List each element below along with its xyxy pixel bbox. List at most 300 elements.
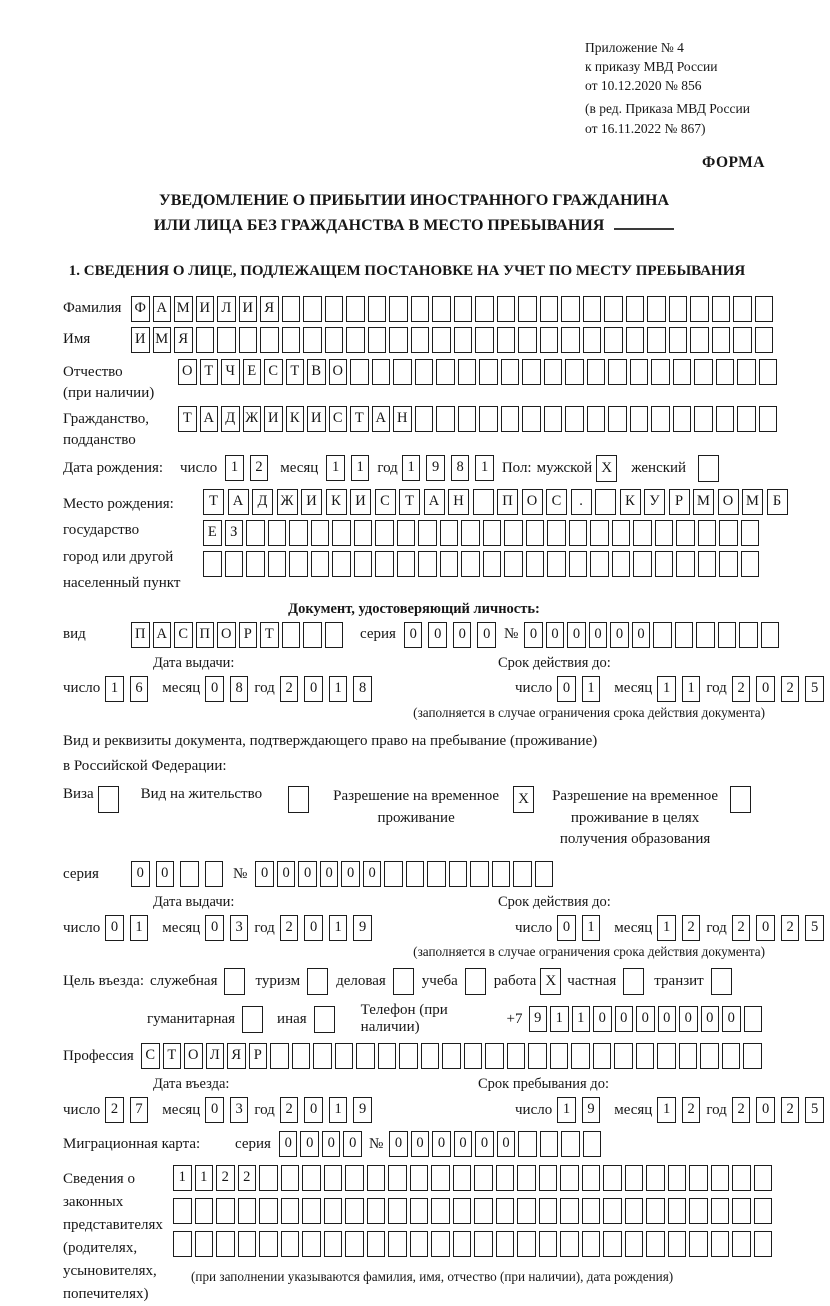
char-cell[interactable]: Я xyxy=(227,1043,246,1069)
char-cell[interactable] xyxy=(689,1231,708,1257)
char-cell[interactable] xyxy=(388,1198,407,1224)
char-cell[interactable] xyxy=(547,520,566,546)
char-cell[interactable] xyxy=(335,1043,354,1069)
char-cell[interactable]: 0 xyxy=(389,1131,408,1157)
visa-checkbox[interactable] xyxy=(98,786,119,813)
char-cell[interactable] xyxy=(646,1198,665,1224)
char-cell[interactable] xyxy=(526,520,545,546)
char-cell[interactable]: 1 xyxy=(329,1097,348,1123)
char-cell[interactable]: Д xyxy=(252,489,273,515)
char-cell[interactable] xyxy=(504,551,523,577)
char-cell[interactable] xyxy=(741,520,760,546)
char-cell[interactable]: Я xyxy=(174,327,193,353)
char-cell[interactable] xyxy=(507,1043,526,1069)
char-cell[interactable]: 1 xyxy=(550,1006,569,1032)
char-cell[interactable] xyxy=(612,520,631,546)
char-cell[interactable] xyxy=(694,359,713,385)
char-cell[interactable] xyxy=(289,551,308,577)
purpose-tourism-checkbox[interactable] xyxy=(307,968,328,995)
char-cell[interactable] xyxy=(517,1231,536,1257)
char-cell[interactable] xyxy=(378,1043,397,1069)
char-cell[interactable] xyxy=(569,520,588,546)
char-cell[interactable] xyxy=(653,622,672,648)
char-cell[interactable] xyxy=(411,327,430,353)
char-cell[interactable]: Л xyxy=(206,1043,225,1069)
char-cell[interactable]: К xyxy=(286,406,305,432)
char-cell[interactable] xyxy=(718,622,737,648)
char-cell[interactable] xyxy=(313,1043,332,1069)
char-cell[interactable]: Д xyxy=(221,406,240,432)
char-cell[interactable] xyxy=(593,1043,612,1069)
char-cell[interactable] xyxy=(603,1231,622,1257)
char-cell[interactable] xyxy=(689,1198,708,1224)
char-cell[interactable] xyxy=(474,1231,493,1257)
char-cell[interactable]: И xyxy=(301,489,322,515)
char-cell[interactable]: А xyxy=(153,296,172,322)
char-cell[interactable] xyxy=(311,520,330,546)
char-cell[interactable] xyxy=(354,520,373,546)
char-cell[interactable] xyxy=(388,1165,407,1191)
char-cell[interactable] xyxy=(289,520,308,546)
char-cell[interactable] xyxy=(453,1231,472,1257)
char-cell[interactable] xyxy=(535,861,554,887)
char-cell[interactable]: И xyxy=(196,296,215,322)
char-cell[interactable] xyxy=(350,359,369,385)
char-cell[interactable] xyxy=(676,520,695,546)
char-cell[interactable] xyxy=(539,1231,558,1257)
char-cell[interactable] xyxy=(633,551,652,577)
char-cell[interactable] xyxy=(608,406,627,432)
char-cell[interactable]: 0 xyxy=(341,861,360,887)
char-cell[interactable]: И xyxy=(350,489,371,515)
char-cell[interactable] xyxy=(173,1231,192,1257)
char-cell[interactable]: 2 xyxy=(105,1097,124,1123)
char-cell[interactable]: П xyxy=(196,622,215,648)
char-cell[interactable]: 8 xyxy=(353,676,372,702)
char-cell[interactable] xyxy=(216,1198,235,1224)
char-cell[interactable] xyxy=(547,551,566,577)
char-cell[interactable] xyxy=(180,861,199,887)
char-cell[interactable]: 2 xyxy=(732,1097,751,1123)
char-cell[interactable] xyxy=(651,359,670,385)
char-cell[interactable] xyxy=(436,359,455,385)
char-cell[interactable] xyxy=(754,1231,773,1257)
char-cell[interactable]: 2 xyxy=(280,915,299,941)
char-cell[interactable] xyxy=(561,327,580,353)
char-cell[interactable] xyxy=(540,296,559,322)
char-cell[interactable] xyxy=(544,406,563,432)
char-cell[interactable] xyxy=(483,551,502,577)
char-cell[interactable] xyxy=(203,551,222,577)
char-cell[interactable]: 6 xyxy=(130,676,149,702)
char-cell[interactable] xyxy=(560,1231,579,1257)
char-cell[interactable] xyxy=(239,327,258,353)
char-cell[interactable] xyxy=(675,622,694,648)
char-cell[interactable]: С xyxy=(141,1043,160,1069)
char-cell[interactable] xyxy=(464,1043,483,1069)
char-cell[interactable]: 0 xyxy=(343,1131,362,1157)
char-cell[interactable]: 0 xyxy=(277,861,296,887)
char-cell[interactable] xyxy=(595,489,616,515)
char-cell[interactable]: К xyxy=(326,489,347,515)
char-cell[interactable] xyxy=(356,1043,375,1069)
char-cell[interactable]: 0 xyxy=(298,861,317,887)
char-cell[interactable]: Ф xyxy=(131,296,150,322)
char-cell[interactable]: С xyxy=(546,489,567,515)
char-cell[interactable] xyxy=(698,551,717,577)
char-cell[interactable] xyxy=(540,1131,559,1157)
char-cell[interactable] xyxy=(216,1231,235,1257)
char-cell[interactable]: 1 xyxy=(582,915,601,941)
char-cell[interactable]: 0 xyxy=(105,915,124,941)
char-cell[interactable] xyxy=(518,327,537,353)
char-cell[interactable] xyxy=(741,551,760,577)
char-cell[interactable] xyxy=(711,1198,730,1224)
char-cell[interactable] xyxy=(522,406,541,432)
char-cell[interactable] xyxy=(389,327,408,353)
char-cell[interactable] xyxy=(612,551,631,577)
char-cell[interactable]: 5 xyxy=(805,915,824,941)
char-cell[interactable] xyxy=(626,296,645,322)
char-cell[interactable] xyxy=(410,1231,429,1257)
char-cell[interactable]: 1 xyxy=(657,915,676,941)
char-cell[interactable]: Е xyxy=(203,520,222,546)
char-cell[interactable]: 0 xyxy=(557,676,576,702)
char-cell[interactable]: О xyxy=(178,359,197,385)
char-cell[interactable]: 0 xyxy=(320,861,339,887)
char-cell[interactable] xyxy=(268,551,287,577)
char-cell[interactable]: Т xyxy=(399,489,420,515)
char-cell[interactable] xyxy=(517,1198,536,1224)
char-cell[interactable] xyxy=(625,1165,644,1191)
char-cell[interactable] xyxy=(501,359,520,385)
char-cell[interactable] xyxy=(539,1198,558,1224)
char-cell[interactable] xyxy=(696,622,715,648)
char-cell[interactable] xyxy=(569,551,588,577)
char-cell[interactable] xyxy=(453,1198,472,1224)
char-cell[interactable]: . xyxy=(571,489,592,515)
char-cell[interactable] xyxy=(583,327,602,353)
char-cell[interactable]: А xyxy=(228,489,249,515)
char-cell[interactable]: Т xyxy=(350,406,369,432)
char-cell[interactable] xyxy=(733,327,752,353)
char-cell[interactable] xyxy=(676,551,695,577)
char-cell[interactable]: И xyxy=(307,406,326,432)
char-cell[interactable]: Ч xyxy=(221,359,240,385)
edu-permit-checkbox[interactable] xyxy=(730,786,751,813)
char-cell[interactable] xyxy=(238,1231,257,1257)
char-cell[interactable]: Т xyxy=(260,622,279,648)
char-cell[interactable]: 8 xyxy=(451,455,470,481)
char-cell[interactable] xyxy=(195,1231,214,1257)
char-cell[interactable]: 0 xyxy=(497,1131,516,1157)
char-cell[interactable] xyxy=(496,1165,515,1191)
char-cell[interactable]: Р xyxy=(239,622,258,648)
char-cell[interactable] xyxy=(689,1165,708,1191)
char-cell[interactable]: Ж xyxy=(243,406,262,432)
char-cell[interactable] xyxy=(759,359,778,385)
purpose-private-checkbox[interactable] xyxy=(623,968,644,995)
char-cell[interactable]: 5 xyxy=(805,676,824,702)
char-cell[interactable] xyxy=(474,1165,493,1191)
char-cell[interactable] xyxy=(646,1231,665,1257)
sex-male-checkbox[interactable]: X xyxy=(596,455,617,482)
char-cell[interactable] xyxy=(737,406,756,432)
char-cell[interactable] xyxy=(669,327,688,353)
char-cell[interactable] xyxy=(485,1043,504,1069)
purpose-humanitarian-checkbox[interactable] xyxy=(242,1006,263,1033)
char-cell[interactable]: О xyxy=(718,489,739,515)
char-cell[interactable] xyxy=(732,1165,751,1191)
char-cell[interactable] xyxy=(475,296,494,322)
char-cell[interactable]: 0 xyxy=(205,915,224,941)
char-cell[interactable]: Т xyxy=(178,406,197,432)
char-cell[interactable] xyxy=(411,296,430,322)
char-cell[interactable] xyxy=(217,327,236,353)
char-cell[interactable] xyxy=(646,1165,665,1191)
char-cell[interactable]: 0 xyxy=(411,1131,430,1157)
char-cell[interactable] xyxy=(744,1006,763,1032)
char-cell[interactable] xyxy=(587,406,606,432)
char-cell[interactable] xyxy=(458,359,477,385)
char-cell[interactable]: 0 xyxy=(453,622,472,648)
char-cell[interactable]: Р xyxy=(669,489,690,515)
char-cell[interactable] xyxy=(196,327,215,353)
char-cell[interactable] xyxy=(479,359,498,385)
char-cell[interactable]: 0 xyxy=(304,1097,323,1123)
char-cell[interactable] xyxy=(614,1043,633,1069)
purpose-business-checkbox[interactable] xyxy=(393,968,414,995)
char-cell[interactable] xyxy=(743,1043,762,1069)
char-cell[interactable]: И xyxy=(264,406,283,432)
char-cell[interactable] xyxy=(260,327,279,353)
char-cell[interactable]: Т xyxy=(163,1043,182,1069)
purpose-transit-checkbox[interactable] xyxy=(711,968,732,995)
char-cell[interactable] xyxy=(431,1231,450,1257)
char-cell[interactable]: 1 xyxy=(173,1165,192,1191)
char-cell[interactable]: 9 xyxy=(529,1006,548,1032)
char-cell[interactable] xyxy=(368,296,387,322)
char-cell[interactable] xyxy=(716,359,735,385)
char-cell[interactable] xyxy=(761,622,780,648)
char-cell[interactable] xyxy=(625,1198,644,1224)
char-cell[interactable] xyxy=(496,1231,515,1257)
char-cell[interactable] xyxy=(474,1198,493,1224)
char-cell[interactable]: 0 xyxy=(304,915,323,941)
char-cell[interactable] xyxy=(282,296,301,322)
char-cell[interactable] xyxy=(603,1165,622,1191)
char-cell[interactable]: О xyxy=(217,622,236,648)
char-cell[interactable] xyxy=(636,1043,655,1069)
char-cell[interactable] xyxy=(268,520,287,546)
char-cell[interactable]: 0 xyxy=(756,915,775,941)
char-cell[interactable] xyxy=(582,1198,601,1224)
char-cell[interactable] xyxy=(454,296,473,322)
char-cell[interactable] xyxy=(590,551,609,577)
char-cell[interactable]: 0 xyxy=(632,622,651,648)
char-cell[interactable] xyxy=(332,551,351,577)
char-cell[interactable]: 0 xyxy=(557,915,576,941)
char-cell[interactable]: 0 xyxy=(477,622,496,648)
char-cell[interactable] xyxy=(711,1231,730,1257)
char-cell[interactable] xyxy=(565,359,584,385)
char-cell[interactable]: 2 xyxy=(781,676,800,702)
char-cell[interactable] xyxy=(368,327,387,353)
char-cell[interactable]: 2 xyxy=(280,1097,299,1123)
char-cell[interactable] xyxy=(246,520,265,546)
char-cell[interactable] xyxy=(550,1043,569,1069)
purpose-official-checkbox[interactable] xyxy=(224,968,245,995)
char-cell[interactable]: А xyxy=(200,406,219,432)
char-cell[interactable]: 0 xyxy=(300,1131,319,1157)
char-cell[interactable] xyxy=(492,861,511,887)
char-cell[interactable] xyxy=(633,520,652,546)
char-cell[interactable] xyxy=(513,861,532,887)
char-cell[interactable]: И xyxy=(131,327,150,353)
char-cell[interactable] xyxy=(700,1043,719,1069)
char-cell[interactable] xyxy=(716,406,735,432)
char-cell[interactable] xyxy=(561,296,580,322)
char-cell[interactable]: 0 xyxy=(404,622,423,648)
char-cell[interactable] xyxy=(732,1231,751,1257)
char-cell[interactable] xyxy=(375,520,394,546)
char-cell[interactable] xyxy=(473,489,494,515)
char-cell[interactable]: С xyxy=(264,359,283,385)
char-cell[interactable] xyxy=(655,551,674,577)
char-cell[interactable] xyxy=(325,296,344,322)
char-cell[interactable]: С xyxy=(375,489,396,515)
char-cell[interactable] xyxy=(389,296,408,322)
char-cell[interactable]: 0 xyxy=(205,676,224,702)
char-cell[interactable] xyxy=(737,359,756,385)
char-cell[interactable]: 1 xyxy=(572,1006,591,1032)
char-cell[interactable] xyxy=(565,406,584,432)
char-cell[interactable] xyxy=(282,622,301,648)
char-cell[interactable]: 0 xyxy=(546,622,565,648)
char-cell[interactable] xyxy=(354,551,373,577)
char-cell[interactable] xyxy=(345,1198,364,1224)
char-cell[interactable]: З xyxy=(225,520,244,546)
char-cell[interactable] xyxy=(587,359,606,385)
char-cell[interactable]: К xyxy=(620,489,641,515)
char-cell[interactable]: 0 xyxy=(589,622,608,648)
char-cell[interactable] xyxy=(754,1165,773,1191)
char-cell[interactable] xyxy=(281,1165,300,1191)
char-cell[interactable] xyxy=(518,1131,537,1157)
char-cell[interactable]: И xyxy=(239,296,258,322)
char-cell[interactable]: У xyxy=(644,489,665,515)
purpose-study-checkbox[interactable] xyxy=(465,968,486,995)
char-cell[interactable] xyxy=(690,327,709,353)
char-cell[interactable]: М xyxy=(174,296,193,322)
char-cell[interactable]: 9 xyxy=(353,1097,372,1123)
char-cell[interactable] xyxy=(657,1043,676,1069)
char-cell[interactable]: О xyxy=(522,489,543,515)
char-cell[interactable] xyxy=(311,551,330,577)
char-cell[interactable] xyxy=(415,406,434,432)
char-cell[interactable]: Т xyxy=(200,359,219,385)
char-cell[interactable]: 1 xyxy=(557,1097,576,1123)
char-cell[interactable] xyxy=(270,1043,289,1069)
char-cell[interactable]: 2 xyxy=(732,676,751,702)
char-cell[interactable]: 0 xyxy=(610,622,629,648)
char-cell[interactable] xyxy=(528,1043,547,1069)
char-cell[interactable]: 0 xyxy=(658,1006,677,1032)
char-cell[interactable]: А xyxy=(424,489,445,515)
char-cell[interactable] xyxy=(583,296,602,322)
char-cell[interactable] xyxy=(421,1043,440,1069)
char-cell[interactable] xyxy=(754,1198,773,1224)
char-cell[interactable] xyxy=(711,1165,730,1191)
char-cell[interactable] xyxy=(733,296,752,322)
char-cell[interactable]: 1 xyxy=(326,455,345,481)
char-cell[interactable]: 0 xyxy=(432,1131,451,1157)
char-cell[interactable] xyxy=(399,1043,418,1069)
char-cell[interactable] xyxy=(303,327,322,353)
char-cell[interactable] xyxy=(324,1165,343,1191)
char-cell[interactable]: 0 xyxy=(322,1131,341,1157)
char-cell[interactable]: 0 xyxy=(131,861,150,887)
char-cell[interactable] xyxy=(259,1198,278,1224)
purpose-other-checkbox[interactable] xyxy=(314,1006,335,1033)
char-cell[interactable] xyxy=(582,1231,601,1257)
char-cell[interactable] xyxy=(281,1198,300,1224)
char-cell[interactable] xyxy=(418,551,437,577)
char-cell[interactable] xyxy=(694,406,713,432)
char-cell[interactable]: 0 xyxy=(363,861,382,887)
char-cell[interactable] xyxy=(345,1165,364,1191)
char-cell[interactable]: 0 xyxy=(205,1097,224,1123)
char-cell[interactable]: 0 xyxy=(593,1006,612,1032)
char-cell[interactable]: 0 xyxy=(756,1097,775,1123)
char-cell[interactable] xyxy=(397,520,416,546)
char-cell[interactable]: Ж xyxy=(277,489,298,515)
char-cell[interactable] xyxy=(393,359,412,385)
char-cell[interactable]: Н xyxy=(448,489,469,515)
char-cell[interactable]: 0 xyxy=(679,1006,698,1032)
char-cell[interactable] xyxy=(282,327,301,353)
char-cell[interactable] xyxy=(431,1198,450,1224)
char-cell[interactable] xyxy=(302,1231,321,1257)
char-cell[interactable] xyxy=(303,296,322,322)
char-cell[interactable]: С xyxy=(174,622,193,648)
char-cell[interactable] xyxy=(410,1165,429,1191)
char-cell[interactable] xyxy=(431,1165,450,1191)
char-cell[interactable] xyxy=(375,551,394,577)
char-cell[interactable] xyxy=(608,359,627,385)
char-cell[interactable] xyxy=(501,406,520,432)
char-cell[interactable]: 9 xyxy=(426,455,445,481)
char-cell[interactable] xyxy=(440,520,459,546)
char-cell[interactable] xyxy=(668,1165,687,1191)
char-cell[interactable]: 0 xyxy=(475,1131,494,1157)
char-cell[interactable] xyxy=(712,296,731,322)
char-cell[interactable] xyxy=(302,1165,321,1191)
char-cell[interactable]: 1 xyxy=(657,676,676,702)
char-cell[interactable] xyxy=(461,551,480,577)
char-cell[interactable] xyxy=(367,1165,386,1191)
char-cell[interactable] xyxy=(630,406,649,432)
char-cell[interactable]: Р xyxy=(249,1043,268,1069)
char-cell[interactable] xyxy=(561,1131,580,1157)
char-cell[interactable] xyxy=(719,520,738,546)
char-cell[interactable]: 9 xyxy=(582,1097,601,1123)
char-cell[interactable]: 1 xyxy=(329,676,348,702)
char-cell[interactable]: 2 xyxy=(682,1097,701,1123)
char-cell[interactable] xyxy=(732,1198,751,1224)
char-cell[interactable]: М xyxy=(693,489,714,515)
char-cell[interactable] xyxy=(367,1198,386,1224)
